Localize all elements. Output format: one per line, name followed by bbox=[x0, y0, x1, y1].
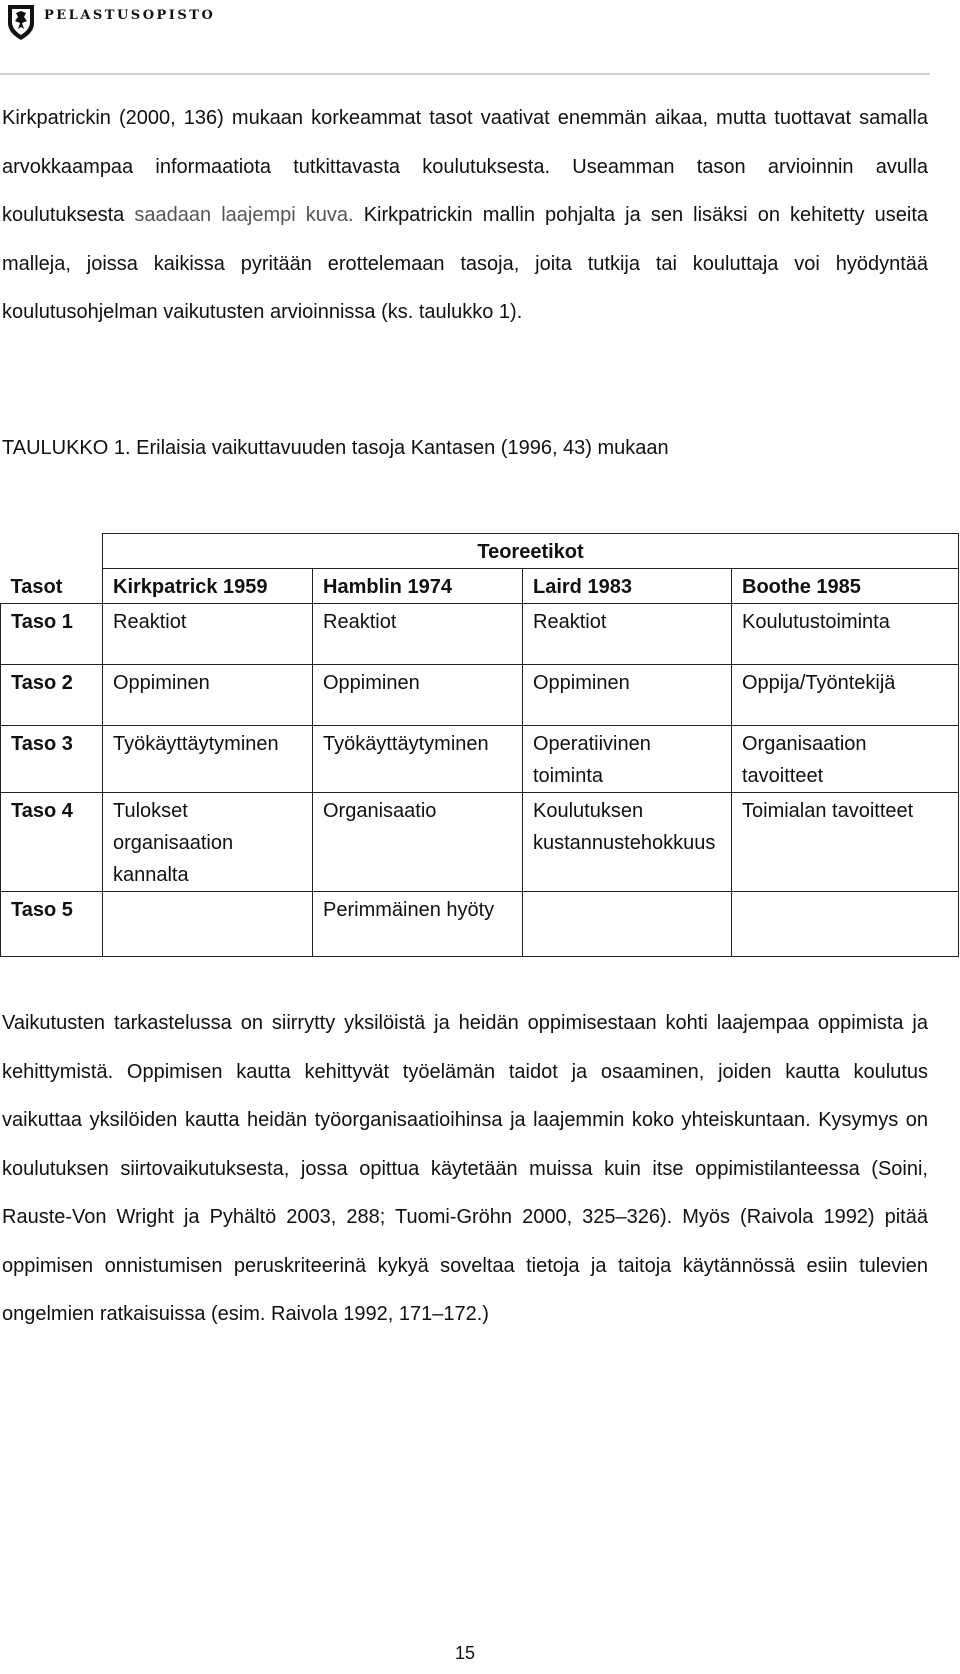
table-row bbox=[1, 604, 959, 665]
table-cell: Oppiminen bbox=[313, 665, 523, 726]
page-header bbox=[6, 2, 215, 42]
theorists-table bbox=[0, 533, 959, 957]
table-caption-label: TAULUKKO 1. bbox=[2, 437, 131, 459]
table-cell bbox=[103, 892, 313, 957]
table-cell: Organisaatio bbox=[313, 793, 523, 892]
table-header-cell: Kirkpatrick 1959 bbox=[103, 569, 313, 604]
shield-logo-icon bbox=[6, 3, 36, 41]
table-cell-level: Taso 4 bbox=[1, 793, 103, 892]
table-row bbox=[1, 793, 959, 892]
table-cell: Reaktiot bbox=[313, 604, 523, 665]
body-paragraph: Vaikutusten tarkastelussa on siirrytty yksilöistä ja heidän oppimisestaan kohti laajempaa oppimista ja kehittymistä. Oppimisen kautta kehittyvät työelämän taidot ja osaaminen, joiden kautta koulutus vaikuttaa yksilöiden kautta heidän työorganisaatioihinsa ja laajemmin koko yhteiskuntaan. Kysymys on koulutuksen siirtovaikutuksesta, jossa opittua käytetään muissa kuin itse oppimistilanteessa (Soini, Rauste-Von Wright ja Pyhältö 2003, 288; Tuomi-Gröhn 2000, 325–326). Myös (Raivola 1992) pitää oppimisen onnistumisen peruskriteerinä kykyä soveltaa tietoja ja taitoja käytännössä esiin tulevien ongelmien ratkaisuissa (esim. Raivola 1992, 171–172.) bbox=[2, 1012, 928, 1325]
intro-paragraph bbox=[2, 94, 928, 337]
table-cell-level: Taso 1 bbox=[1, 604, 103, 665]
table-header-cell: Tasot bbox=[1, 569, 103, 604]
intro-text-highlight: saadaan laajempi kuva. bbox=[134, 204, 354, 226]
table-cell: Reaktiot bbox=[523, 604, 732, 665]
table-row bbox=[1, 665, 959, 726]
table-corner-cell bbox=[1, 534, 103, 569]
header-divider bbox=[0, 73, 930, 75]
table-cell: Koulutustoiminta bbox=[732, 604, 959, 665]
table-group-header-row bbox=[1, 534, 959, 569]
table-cell: Reaktiot bbox=[103, 604, 313, 665]
table-header-cell: Laird 1983 bbox=[523, 569, 732, 604]
table-header-cell: Boothe 1985 bbox=[732, 569, 959, 604]
logo-text: PELASTUSOPISTO bbox=[44, 7, 216, 23]
intro-text-part3: Kirkpatrickin mallin pohjalta ja sen lisäksi on kehitetty useita malleja, joissa kaikissa pyritään erottelemaan tasoja, joita tutkija tai kouluttaja voi hyödyntää koulutusohjelman vaikutusten arvioinnissa (ks. taulukko 1). bbox=[2, 204, 928, 323]
table-header-row bbox=[1, 569, 959, 604]
table-cell: Työkäyttäytyminen bbox=[313, 726, 523, 793]
table-cell-level: Taso 2 bbox=[1, 665, 103, 726]
table-cell: Toimialan tavoitteet bbox=[732, 793, 959, 892]
table-cell bbox=[523, 892, 732, 957]
table-row bbox=[1, 892, 959, 957]
table-row bbox=[1, 726, 959, 793]
table-cell-level: Taso 5 bbox=[1, 892, 103, 957]
table-group-header: Teoreetikot bbox=[103, 534, 959, 569]
table-cell: Tulokset organisaation kannalta bbox=[103, 793, 313, 892]
table-caption-text: Erilaisia vaikuttavuuden tasoja Kantasen (1996, 43) mukaan bbox=[130, 437, 669, 459]
table-cell: Organisaation tavoitteet bbox=[732, 726, 959, 793]
intro-text-part1: Kirkpatrickin (2000, 136) mukaan korkeammat tasot vaativat enemmän aikaa, mutta tuottavat samalla arvokkaampaa informaatiota tutkittavasta koulutuksesta. Useamman tason arvioinnin avulla koulutuksesta bbox=[2, 107, 928, 226]
table-cell: Oppiminen bbox=[103, 665, 313, 726]
table-cell-level: Taso 3 bbox=[1, 726, 103, 793]
table-cell: Oppiminen bbox=[523, 665, 732, 726]
table-cell bbox=[732, 892, 959, 957]
table-cell: Työkäyttäytyminen bbox=[103, 726, 313, 793]
table-cell: Operatiivinen toiminta bbox=[523, 726, 732, 793]
table-caption bbox=[2, 437, 669, 460]
table-cell: Oppija/Työntekijä bbox=[732, 665, 959, 726]
page-number: 15 bbox=[454, 1643, 476, 1663]
table-cell: Koulutuksen kustannustehokkuus bbox=[523, 793, 732, 892]
table-header-cell: Hamblin 1974 bbox=[313, 569, 523, 604]
table-cell: Perimmäinen hyöty bbox=[313, 892, 523, 957]
